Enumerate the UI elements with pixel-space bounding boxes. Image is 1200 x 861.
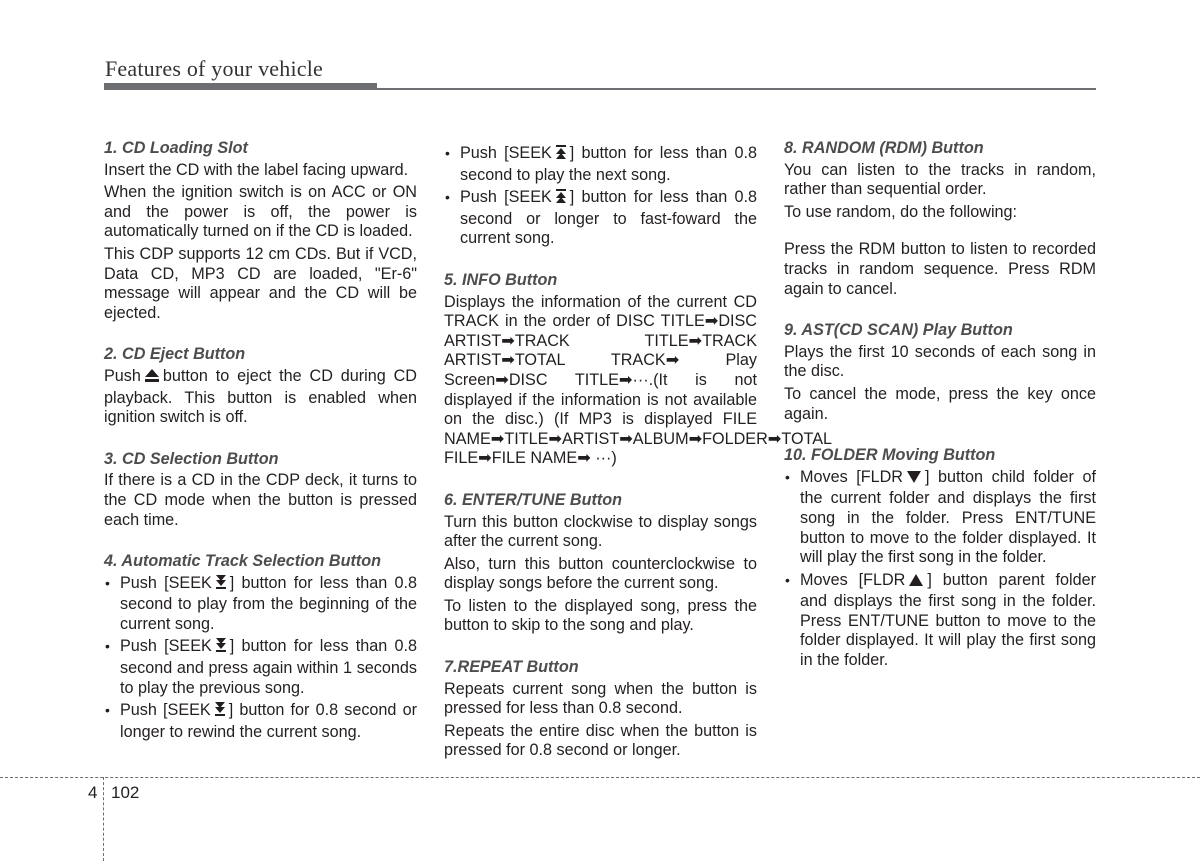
list-item: • Push [SEEK ] button for less than 0.8 second and press again within 1 seconds to play the previous song. <box>105 637 417 697</box>
footer-vertical-dashed-rule <box>103 777 104 861</box>
page-title: Features of your vehicle <box>105 56 324 81</box>
text-fragment: Moves [FLDR <box>800 570 906 589</box>
section-heading-random-button: 8. RANDOM (RDM) Button <box>784 139 984 157</box>
seek-up-icon <box>555 188 567 210</box>
paragraph: This CDP supports 12 cm CDs. But if VCD, Data CD, MP3 CD are loaded, "Er-6" message will appear and the CD will be ejected. <box>104 244 417 322</box>
column-right <box>784 139 1096 674</box>
section-heading-cd-selection-button: 3. CD Selection Button <box>104 449 279 468</box>
text-fragment: Push [SEEK <box>460 144 552 162</box>
text-fragment: Push <box>104 366 141 385</box>
list-item: • Moves [FLDR ] button child folder of the current folder and displays the first song in the folder. Press ENT/TUNE button to move to the folder displayed. It will play the first song in the folder. <box>785 467 1096 567</box>
page-number: 102 <box>111 783 140 802</box>
paragraph: Press the RDM button to listen to recorded tracks in random sequence. Press RDM again to cancel. <box>784 240 1096 298</box>
chapter-number: 4 <box>88 783 98 802</box>
list-item: • Moves [FLDR ] button parent folder and displays the first song in the folder. Press ENT/TUNE button to move to the folder displayed. It will play the first song in the folder. <box>785 570 1096 670</box>
paragraph: Also, turn this button counterclockwise to display songs before the current song. <box>444 554 757 593</box>
section-heading-folder-moving-button: 10. FOLDER Moving Button <box>784 446 996 465</box>
paragraph: Displays the information of the current CD TRACK in the order of DISC TITLE➡DISC ARTIST➡TRACK TITLE➡TRACK ARTIST➡TOTAL TRACK➡ Play Screen➡DISC TITLE➡···.(It is not displayed if the information is not available on the disc.) (If MP3 is displayed FILE NAME➡TITLE➡ARTIST➡ALBUM➡FOLDER➡TOTAL FILE➡FILE NAME➡ ···) <box>444 292 833 468</box>
text-fragment: Push [SEEK <box>460 188 552 207</box>
text-fragment: button to eject the CD during CD playback. This button is enabled when ignition switch is off. <box>104 366 417 427</box>
text-fragment: ] button for less than 0.8 second and press again within 1 seconds to play the previous song. <box>120 637 417 697</box>
list-item: • Push [SEEK ] button for less than 0.8 second or longer to fast-foward the current song. <box>445 188 757 248</box>
footer-dashed-rule <box>0 777 1200 778</box>
paragraph: If there is a CD in the CDP deck, it turns to the CD mode when the button is pressed each time. <box>104 471 417 529</box>
list-item: • Push [SEEK ] button for 0.8 second or longer to rewind the current song. <box>105 701 417 741</box>
bullet-list <box>104 574 417 743</box>
text-fragment: Push [SEEK <box>120 637 212 656</box>
section-heading-enter-tune-button: 6. ENTER/TUNE Button <box>444 490 623 509</box>
bullet-list <box>784 468 1096 671</box>
text-fragment: ] button for less than 0.8 second to play the next song. <box>460 144 757 184</box>
triangle-down-icon <box>906 470 922 490</box>
text-fragment: Push [SEEK <box>120 573 212 592</box>
section-heading-repeat-button: 7.REPEAT Button <box>444 658 579 677</box>
bullet-list <box>444 144 757 249</box>
paragraph: Insert the CD with the label facing upward. <box>104 160 409 179</box>
paragraph: When the ignition switch is on ACC or ON and the power is off, the power is automatically turned on if the CD is loaded. <box>104 183 417 241</box>
section-heading-info-button: 5. INFO Button <box>444 270 558 289</box>
seek-up-icon <box>555 144 567 166</box>
paragraph: Turn this button clockwise to display songs after the current song. <box>444 512 757 551</box>
eject-icon <box>144 368 160 389</box>
section-heading-ast-cd-scan: 9. AST(CD SCAN) Play Button <box>784 321 1013 340</box>
column-middle <box>444 144 833 764</box>
paragraph: Repeats current song when the button is pressed for less than 0.8 second. <box>444 679 757 718</box>
text-fragment: ] button parent folder and displays the first song in the folder. Press ENT/TUNE button to move to the folder displayed. It will play the first song in the folder. <box>800 570 1096 670</box>
header-rule-thin <box>377 88 1096 90</box>
text-fragment: ] button for less than 0.8 second or longer to fast-foward the current song. <box>460 188 757 248</box>
list-item: • Push [SEEK ] button for less than 0.8 second to play the next song. <box>445 144 757 184</box>
paragraph: Plays the first 10 seconds of each song in the disc. <box>784 342 1096 381</box>
paragraph: To listen to the displayed song, press the button to skip to the song and play. <box>444 596 757 635</box>
paragraph: You can listen to the tracks in random, rather than sequential order. <box>784 160 1096 199</box>
paragraph <box>104 367 417 428</box>
triangle-up-icon <box>908 573 924 593</box>
section-heading-cd-loading-slot: 1. CD Loading Slot <box>104 139 248 157</box>
header-rule-thick <box>104 83 377 90</box>
text-fragment: Moves [FLDR <box>800 467 903 486</box>
section-heading-automatic-track-selection: 4. Automatic Track Selection Button <box>104 552 382 571</box>
paragraph: To use random, do the following: <box>784 202 1018 221</box>
paragraph: Repeats the entire disc when the button is pressed for 0.8 second or longer. <box>444 721 757 760</box>
paragraph: To cancel the mode, press the key once again. <box>784 384 1096 423</box>
text-fragment: ] button child folder of the current folder and displays the first song in the folder. Press ENT/TUNE button to move to the folder displayed. It will play the first song in the folder. <box>800 467 1096 567</box>
column-left <box>104 139 417 745</box>
list-item: • Push [SEEK ] button for less than 0.8 second to play from the beginning of the current song. <box>105 573 417 633</box>
seek-down-icon <box>215 574 227 596</box>
seek-down-icon <box>214 701 226 723</box>
section-heading-cd-eject-button: 2. CD Eject Button <box>104 345 246 364</box>
text-fragment: ] button for less than 0.8 second to play from the beginning of the current song. <box>120 573 417 633</box>
text-fragment: ] button for 0.8 second or longer to rewind the current song. <box>120 701 417 741</box>
seek-down-icon <box>215 637 227 659</box>
text-fragment: Push [SEEK <box>120 701 211 720</box>
